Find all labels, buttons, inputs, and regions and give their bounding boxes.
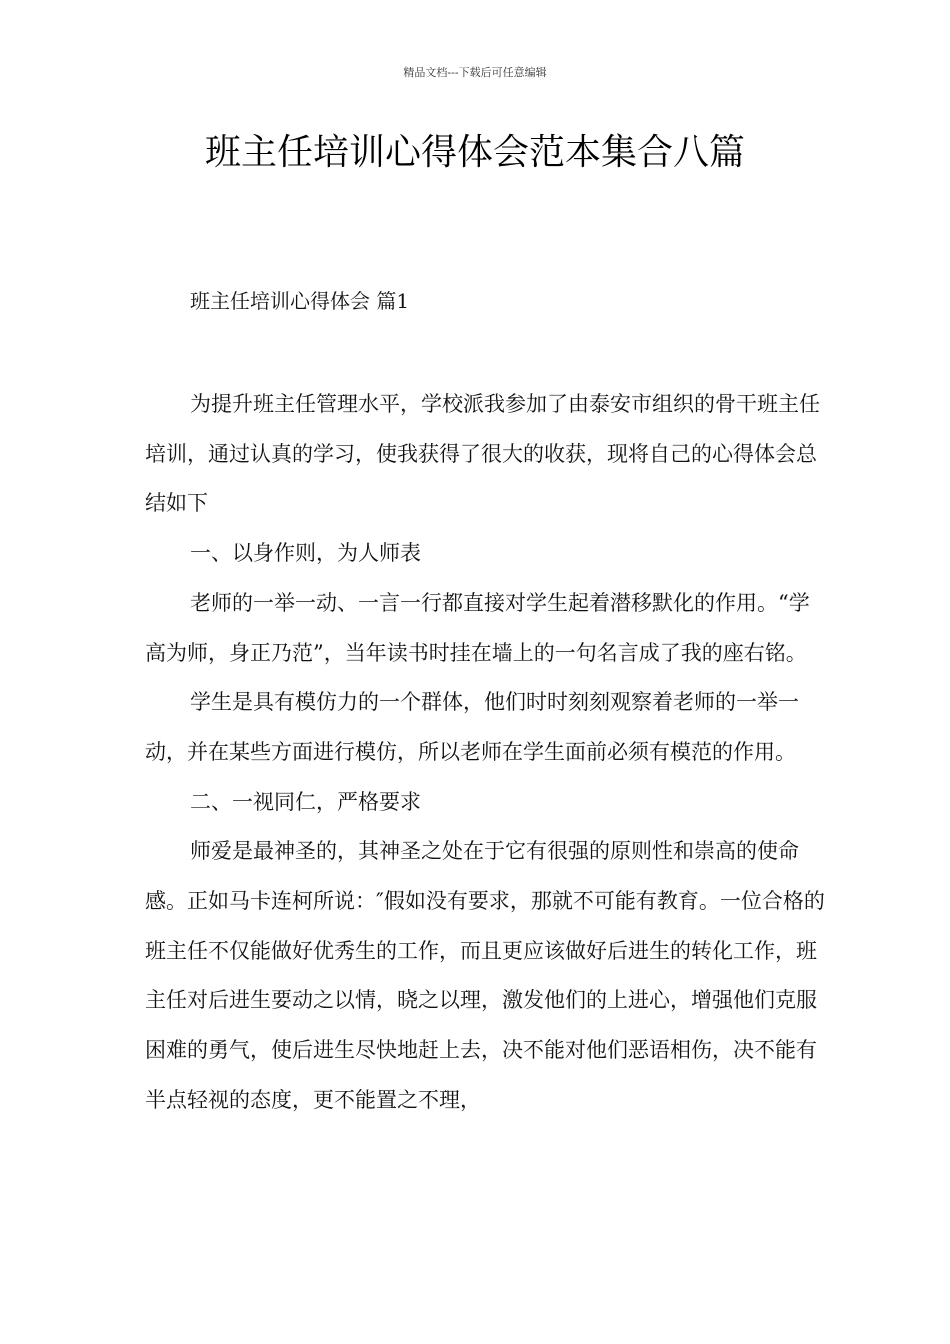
section-heading: 班主任培训心得体会 篇1 [190, 289, 410, 313]
paragraph-student-imitation: 学生是具有模仿力的一个群体，他们时时刻刻观察着老师的一举一动，并在某些方面进行模仿，所以老师在学生面前必须有模范的作用。 [145, 690, 799, 764]
paragraph-intro: 为提升班主任管理水平，学校派我参加了由泰安市组织的骨干班主任培训，通过认真的学习，使我获得了很大的收获，现将自己的心得体会总结如下 [145, 392, 820, 516]
paragraph-teacher-influence: 老师的一举一动、一言一行都直接对学生起着潜移默化的作用。“学高为师，身正乃范”，当年读书时挂在墙上的一句名言成了我的座右铭。 [145, 590, 810, 665]
document-title: 班主任培训心得体会范本集合八篇 [204, 132, 745, 173]
paragraph-teacher-love: 师爱是最神圣的，其神圣之处在于它有很强的原则性和崇高的使命感。正如马卡连柯所说：″假如没有要求，那就不可能有教育。一位合格的班主任不仅能做好优秀生的工作，而且更应该做好后进生的转化工作，班主任对后进生要动之以情，晓之以理，激发他们的上进心，增强他们克服困难的勇气，使后进生尽快地赶上去，决不能对他们恶语相伤，决不能有半点轻视的态度，更不能置之不理， [145, 839, 825, 1112]
subheading-treat-equally: 二、一视同仁，严格要求 [190, 789, 421, 814]
document-body [145, 380, 825, 1126]
header-note: 精品文档---下载后可任意编辑 [403, 66, 547, 79]
subheading-lead-by-example: 一、以身作则，为人师表 [190, 541, 421, 566]
